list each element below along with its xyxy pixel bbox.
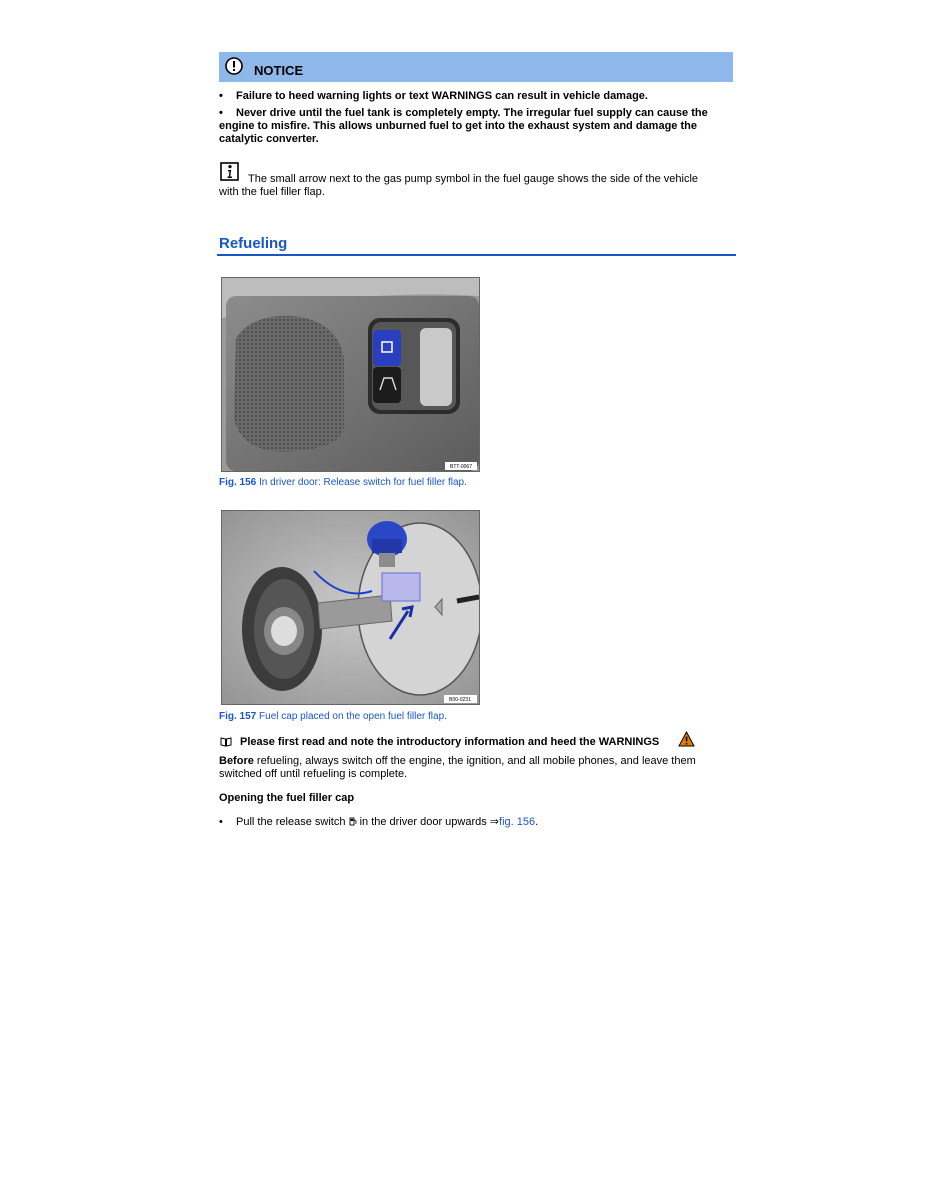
figure-156-link[interactable]: fig. 156 [499, 816, 536, 828]
warning-triangle-icon [678, 731, 695, 747]
info-text-cont: with the fuel filler flap. [219, 186, 325, 198]
opening-heading: Opening the fuel filler cap [219, 792, 355, 804]
figure-156-image [221, 277, 480, 472]
notice-bullet-2-cont: catalytic converter. [219, 133, 319, 145]
figure-157-caption [219, 711, 447, 722]
figure-156-caption-text: In driver door: Release switch for fuel filler flap. [259, 477, 467, 488]
section-title: Refueling [219, 235, 288, 252]
figure-157-number: Fig. 157 [219, 711, 257, 722]
notice-title: NOTICE [254, 63, 304, 78]
opening-step [236, 816, 538, 829]
before-bold: Before [219, 755, 254, 767]
figure-157-code: B00-0231 [449, 697, 471, 703]
before-text-line1: refueling, always switch off the engine, the ignition, and all mobile phones, and leave them [256, 755, 696, 767]
figure-156-number: Fig. 156 [219, 477, 257, 488]
bullet-dot: • [219, 816, 223, 828]
before-text [219, 755, 696, 768]
figure-156-caption [219, 477, 467, 488]
info-icon [220, 162, 239, 181]
step-text-mid: in the driver door upwards ⇒ [359, 816, 500, 828]
bullet-dot: • [219, 107, 223, 119]
fuel-pump-icon [349, 817, 357, 826]
figure-156-code: BTT-0067 [450, 464, 472, 470]
book-icon [220, 737, 232, 747]
figure-157-caption-text: Fuel cap placed on the open fuel filler flap. [259, 711, 447, 722]
before-text-cont: switched off until refueling is complete. [219, 768, 408, 780]
step-text: Pull the release switch [236, 816, 346, 828]
exclamation-circle-icon [225, 57, 243, 75]
info-text: The small arrow next to the gas pump symbol in the fuel gauge shows the side of the vehicle [248, 173, 699, 185]
section-divider [217, 254, 736, 256]
notice-bullet-2: Never drive until the fuel tank is completely empty. The irregular fuel supply can cause the [236, 107, 708, 119]
intro-text: Please first read and note the introductory information and heed the WARNINGS [240, 736, 660, 748]
notice-bullet-2-cont: engine to misfire. This allows unburned fuel to get into the exhaust system and damage the [219, 120, 697, 132]
bullet-dot: • [219, 90, 223, 102]
figure-157-image [221, 510, 480, 705]
step-text-end: . [535, 816, 539, 828]
notice-bullet-1: Failure to heed warning lights or text WARNINGS can result in vehicle damage. [236, 90, 648, 102]
